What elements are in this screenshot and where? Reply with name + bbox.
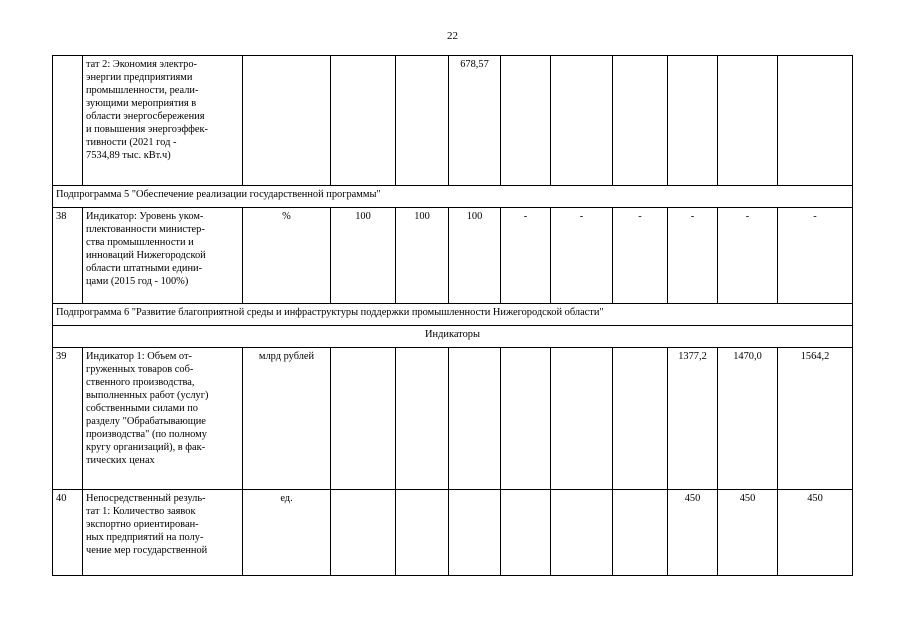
row-unit: млрд рублей: [243, 348, 331, 490]
value-cell: [501, 490, 551, 576]
row-unit: ед.: [243, 490, 331, 576]
value-cell: [331, 490, 396, 576]
value-cell: -: [778, 208, 853, 304]
value-cell: [331, 56, 396, 186]
value-cell: 450: [718, 490, 778, 576]
value-cell: 1564,2: [778, 348, 853, 490]
value-cell: 100: [396, 208, 449, 304]
value-cell: [668, 56, 718, 186]
row-unit: [243, 56, 331, 186]
section-row: [53, 326, 853, 348]
value-cell: 678,57: [449, 56, 501, 186]
row-number: 39: [53, 348, 83, 490]
value-cell: 100: [449, 208, 501, 304]
table-row: [53, 490, 853, 576]
indicators-header: Индикаторы: [53, 326, 853, 348]
subprogram-5-title: Подпрограмма 5 "Обеспечение реализации государственной программы": [53, 186, 853, 208]
row-number: [53, 56, 83, 186]
value-cell: [501, 348, 551, 490]
value-cell: [778, 56, 853, 186]
value-cell: -: [668, 208, 718, 304]
value-cell: [449, 348, 501, 490]
value-cell: 450: [668, 490, 718, 576]
value-cell: [718, 56, 778, 186]
value-cell: 450: [778, 490, 853, 576]
section-row: [53, 304, 853, 326]
value-cell: -: [551, 208, 613, 304]
value-cell: 1377,2: [668, 348, 718, 490]
value-cell: -: [501, 208, 551, 304]
row-description: Индикатор 1: Объем от- груженных товаров соб- ственного производства, выполненных работ (услуг) собственными силами по разделу "Обрабатывающие производства" (по полному кругу организаций), в фак- тических ценах: [83, 348, 243, 490]
value-cell: [396, 348, 449, 490]
value-cell: [551, 348, 613, 490]
row-description: тат 2: Экономия электро- энергии предприятиями промышленности, реали- зующими мероприятия в области энергосбережения и повышения энергоэффек- тивности (2021 год - 7534,89 тыс. кВт.ч): [83, 56, 243, 186]
value-cell: 1470,0: [718, 348, 778, 490]
value-cell: [613, 490, 668, 576]
subprogram-6-title: Подпрограмма 6 "Развитие благоприятной среды и инфраструктуры поддержки промышленности Нижегородской области": [53, 304, 853, 326]
row-description: Непосредственный резуль- тат 1: Количество заявок экспортно ориентирован- ных предприятий на полу- чение мер государственной: [83, 490, 243, 576]
row-unit: %: [243, 208, 331, 304]
value-cell: [396, 490, 449, 576]
table-row: [53, 56, 853, 186]
value-cell: [551, 490, 613, 576]
value-cell: [551, 56, 613, 186]
value-cell: -: [613, 208, 668, 304]
row-number: 40: [53, 490, 83, 576]
value-cell: [331, 348, 396, 490]
value-cell: [613, 56, 668, 186]
row-description: Индикатор: Уровень уком- плектованности министер- ства промышленности и инноваций Нижегородской области штатными едини- цами (2015 год - 100%): [83, 208, 243, 304]
value-cell: [501, 56, 551, 186]
row-number: 38: [53, 208, 83, 304]
value-cell: 100: [331, 208, 396, 304]
section-row: [53, 186, 853, 208]
value-cell: [396, 56, 449, 186]
indicator-table: [52, 55, 853, 576]
table-row: [53, 208, 853, 304]
page-number: 22: [447, 30, 458, 42]
value-cell: [449, 490, 501, 576]
value-cell: [613, 348, 668, 490]
table-row: [53, 348, 853, 490]
value-cell: -: [718, 208, 778, 304]
